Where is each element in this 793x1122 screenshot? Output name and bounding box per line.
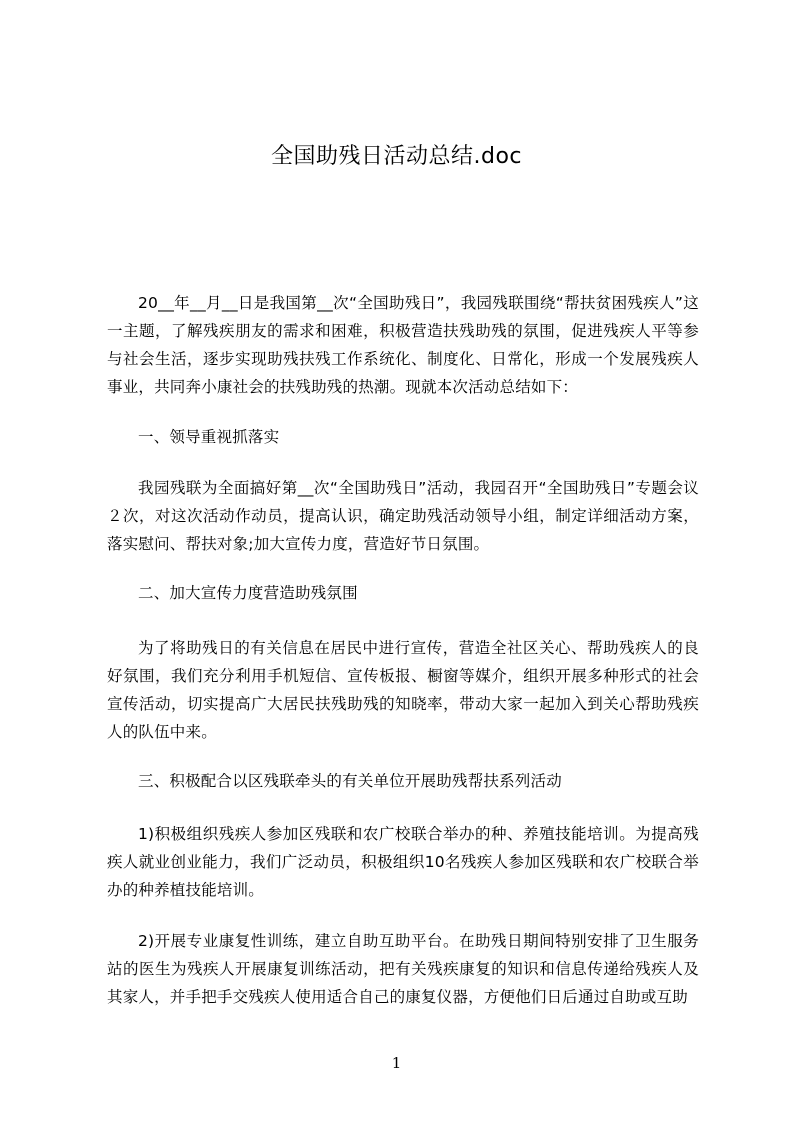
intro-paragraph: 20__年__月__日是我国第__次“全国助残日”，我园残联围绕“帮扶贫困残疾人”这一主题，了解残疾朋友的需求和困难，积极营造扶残助残的氛围，促进残疾人平等参与社会生活，逐步实现助残扶残工作系统化、制度化、日常化，形成一个发展残疾人事业，共同奔小康社会的扶残助残的热潮。现就本次活动总结如下： bbox=[107, 294, 699, 396]
section-2-paragraph: 为了将助残日的有关信息在居民中进行宣传，营造全社区关心、帮助残疾人的良好氛围，我们充分利用手机短信、宣传板报、橱窗等媒介，组织开展多种形式的社会宣传活动，切实提高广大居民扶残助残的知晓率，带动大家一起加入到关心帮助残疾人的队伍中来。 bbox=[107, 639, 699, 741]
page-number: 1 bbox=[391, 1054, 402, 1072]
section-2-heading: 二、加大宣传力度营造助残氛围 bbox=[138, 584, 358, 602]
section-1-heading: 一、领导重视抓落实 bbox=[138, 428, 280, 446]
section-3-item-1: 1)积极组织残疾人参加区残联和农广校联合举办的种、养殖技能培训。为提高残疾人就业创业能力，我们广泛动员，积极组织10名残疾人参加区残联和农广校联合举办的种养植技能培训。 bbox=[107, 825, 699, 899]
section-1-paragraph: 我园残联为全面搞好第__次“全国助残日”活动，我园召开“全国助残日”专题会议２次，对这次活动作动员，提高认识，确定助残活动领导小组，制定详细活动方案，落实慰问、帮扶对象;加大宣传力度，营造好节日氛围。 bbox=[107, 479, 699, 553]
section-3-heading: 三、积极配合以区残联牵头的有关单位开展助残帮扶系列活动 bbox=[138, 772, 562, 790]
document-title: 全国助残日活动总结.doc bbox=[270, 144, 522, 169]
section-3-item-2: 2)开展专业康复性训练，建立自助互助平台。在助残日期间特别安排了卫生服务站的医生为残疾人开展康复训练活动，把有关残疾康复的知识和信息传递给残疾人及其家人，并手把手交残疾人使用适合自己的康复仪器，方便他们日后通过自助或互助 bbox=[107, 932, 699, 1006]
